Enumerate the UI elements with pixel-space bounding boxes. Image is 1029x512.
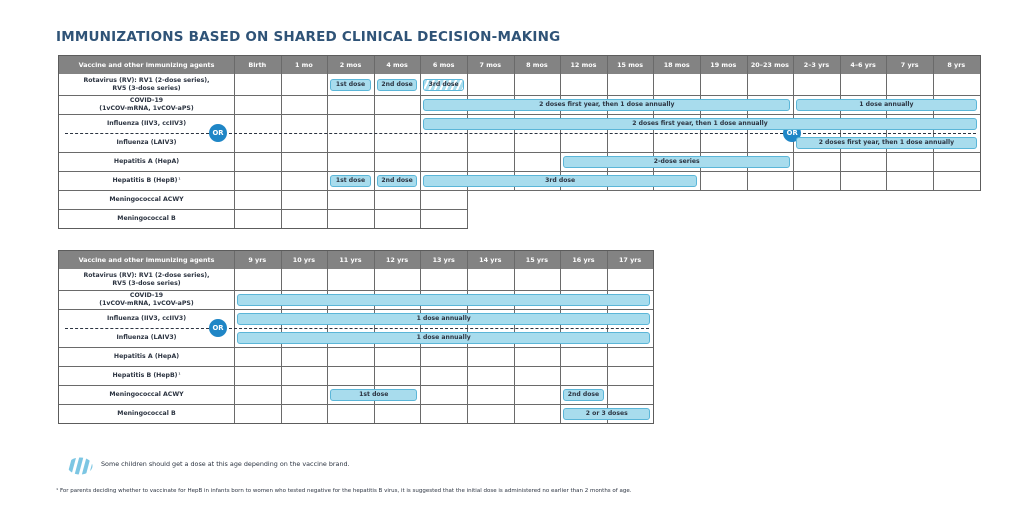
row-label-line: RV5 (3-dose series) [112, 84, 181, 92]
dose-bar-span [237, 294, 650, 306]
row-label-line: Influenza (LAIV3) [116, 138, 177, 146]
dose-bar-2-dose-series: 2-dose series [563, 156, 790, 168]
row-label-influenza-laiv3 [59, 133, 234, 152]
age-column-9-yrs: 9 yrs [248, 256, 267, 264]
row-label-influenza-iiv3-cciiv3 [59, 309, 234, 328]
row-label-influenza-laiv3 [59, 328, 234, 347]
row-label-line: Influenza (IIV3, ccIIV3) [106, 314, 187, 322]
page-title: IMMUNIZATIONS BASED ON SHARED CLINICAL DECISION-MAKING [56, 29, 561, 45]
row-label-covid-19-1vcov-mrna-1vcov-aps [59, 95, 234, 114]
row-label-line: Hepatitis B (HepB) [112, 176, 178, 184]
age-column-12-yrs: 12 yrs [385, 256, 409, 264]
age-column-7-mos: 7 mos [479, 61, 502, 69]
row-label-line: Meningococcal B [117, 214, 176, 222]
column-divider [374, 56, 375, 228]
influenza-or-divider [65, 133, 209, 134]
age-column-1-mo: 1 mo [295, 61, 313, 69]
row-label-line: Influenza (LAIV3) [116, 333, 177, 341]
row-label-rotavirus-rv-rv1-2-dose-series-rv5-3-dose-series [59, 269, 234, 290]
age-column-8-mos: 8 mos [526, 61, 548, 69]
age-column-birth: Birth [248, 61, 267, 69]
age-column-16-yrs: 16 yrs [572, 256, 595, 264]
age-column-8-yrs: 8 yrs [947, 61, 966, 69]
age-column-18-mos: 18 mos [663, 61, 690, 69]
age-column-12-mos: 12 mos [570, 61, 597, 69]
influenza-or-divider [803, 133, 975, 134]
row-label-meningococcal-acwy [59, 385, 234, 404]
row-label-line: Rotavirus (RV): RV1 (2-dose series), [83, 271, 210, 279]
age-column-4-mos: 4 mos [386, 61, 408, 69]
legend-text: Some children should get a dose at this age depending on the vaccine brand. [101, 460, 350, 468]
row-label-line: Rotavirus (RV): RV1 (2-dose series), [83, 76, 210, 84]
age-column-10-yrs: 10 yrs [292, 256, 316, 264]
row-label-line: Hepatitis A (HepA) [113, 157, 180, 165]
dose-bar-1-dose-annually: 1 dose annually [237, 332, 650, 344]
dose-bar-2nd-dose: 2nd dose [377, 175, 418, 187]
row-label-line: RV5 (3-dose series) [112, 279, 181, 287]
dose-bar-2nd-dose: 2nd dose [563, 389, 604, 401]
age-column-19-mos: 19 mos [710, 61, 737, 69]
row-label-meningococcal-b [59, 404, 234, 423]
dose-bar-1st-dose: 1st dose [330, 175, 371, 187]
dose-bar-3rd-dose: 3rd dose [423, 79, 464, 91]
dose-bar-1st-dose: 1st dose [330, 79, 371, 91]
column-divider [327, 56, 328, 228]
or-badge: OR [209, 124, 227, 142]
dose-bar-2nd-dose: 2nd dose [377, 79, 418, 91]
dose-bar-3rd-dose: 3rd dose [423, 175, 697, 187]
row-label-line: Hepatitis B (HepB) [112, 371, 178, 379]
influenza-or-divider [229, 133, 783, 134]
row-label-line: Meningococcal ACWY [109, 390, 184, 398]
age-column-20-23-mos: 20–23 mos [750, 61, 789, 69]
agent-column-header: Vaccine and other immunizing agents [78, 256, 215, 264]
row-label-hepatitis-a-hepa [59, 347, 234, 366]
dose-bar-2-doses-first-year-then-1-dose-annually: 2 doses first year, then 1 dose annually [423, 118, 976, 130]
schedule-table-9-to-17-years [58, 250, 654, 424]
age-column-2-3-yrs: 2–3 yrs [803, 61, 830, 69]
dose-bar-1-dose-annually: 1 dose annually [237, 313, 650, 325]
or-badge: OR [209, 319, 227, 337]
column-divider [420, 56, 421, 228]
row-label-meningococcal-b [59, 209, 234, 228]
column-divider [467, 56, 468, 228]
dose-bar-2-doses-first-year-then-1-dose-annually: 2 doses first year, then 1 dose annually [796, 137, 976, 149]
row-label-line: Meningococcal B [117, 409, 176, 417]
dose-bar-2-or-3-doses: 2 or 3 doses [563, 408, 650, 420]
row-label-hepatitis-b-hepb [59, 366, 234, 385]
row-label-line: Hepatitis A (HepA) [113, 352, 180, 360]
dose-bar-1-dose-annually: 1 dose annually [796, 99, 976, 111]
age-column-11-yrs: 11 yrs [339, 256, 362, 264]
age-column-17-yrs: 17 yrs [618, 256, 642, 264]
footnote-marker: ¹ [178, 372, 181, 378]
row-label-meningococcal-acwy [59, 190, 234, 209]
row-label-covid-19-1vcov-mrna-1vcov-aps [59, 290, 234, 309]
column-divider [234, 251, 235, 423]
row-label-line: Influenza (IIV3, ccIIV3) [106, 119, 187, 127]
row-label-line: (1vCOV-mRNA, 1vCOV-aPS) [99, 299, 194, 307]
age-column-14-yrs: 14 yrs [479, 256, 502, 264]
age-column-7-yrs: 7 yrs [900, 61, 919, 69]
schedule-table-birth-to-8-years [58, 55, 981, 229]
dose-bar-2-doses-first-year-then-1-dose-annually: 2 doses first year, then 1 dose annually [423, 99, 790, 111]
age-column-15-yrs: 15 yrs [525, 256, 549, 264]
row-label-hepatitis-a-hepa [59, 152, 234, 171]
row-label-hepatitis-b-hepb [59, 171, 234, 190]
row-label-rotavirus-rv-rv1-2-dose-series-rv5-3-dose-series [59, 74, 234, 95]
row-label-line: COVID-19 [129, 291, 164, 299]
column-divider [281, 56, 282, 228]
footnote: ¹ For parents deciding whether to vaccinate for HepB in infants born to women who tested negative for the hepatitis B virus, it is suggested that the initial dose is administered no earlier than 2 months of age. [56, 488, 632, 494]
age-column-13-yrs: 13 yrs [432, 256, 455, 264]
agent-column-header: Vaccine and other immunizing agents [78, 61, 215, 69]
influenza-or-divider [229, 328, 649, 329]
striped-dose-icon [67, 457, 93, 475]
dose-bar-1st-dose: 1st dose [330, 389, 417, 401]
age-column-2-mos: 2 mos [339, 61, 362, 69]
column-divider [234, 56, 235, 228]
row-label-line: COVID-19 [129, 96, 164, 104]
or-badge: OR [783, 124, 801, 142]
footnote-marker: ¹ [178, 177, 181, 183]
age-column-15-mos: 15 mos [617, 61, 644, 69]
influenza-or-divider [65, 328, 209, 329]
unused-area [468, 191, 981, 229]
row-label-influenza-iiv3-cciiv3 [59, 114, 234, 133]
row-label-line: Meningococcal ACWY [109, 195, 184, 203]
row-label-line: (1vCOV-mRNA, 1vCOV-aPS) [99, 104, 194, 112]
age-column-6-mos: 6 mos [432, 61, 455, 69]
age-column-4-6-yrs: 4–6 yrs [850, 61, 876, 69]
